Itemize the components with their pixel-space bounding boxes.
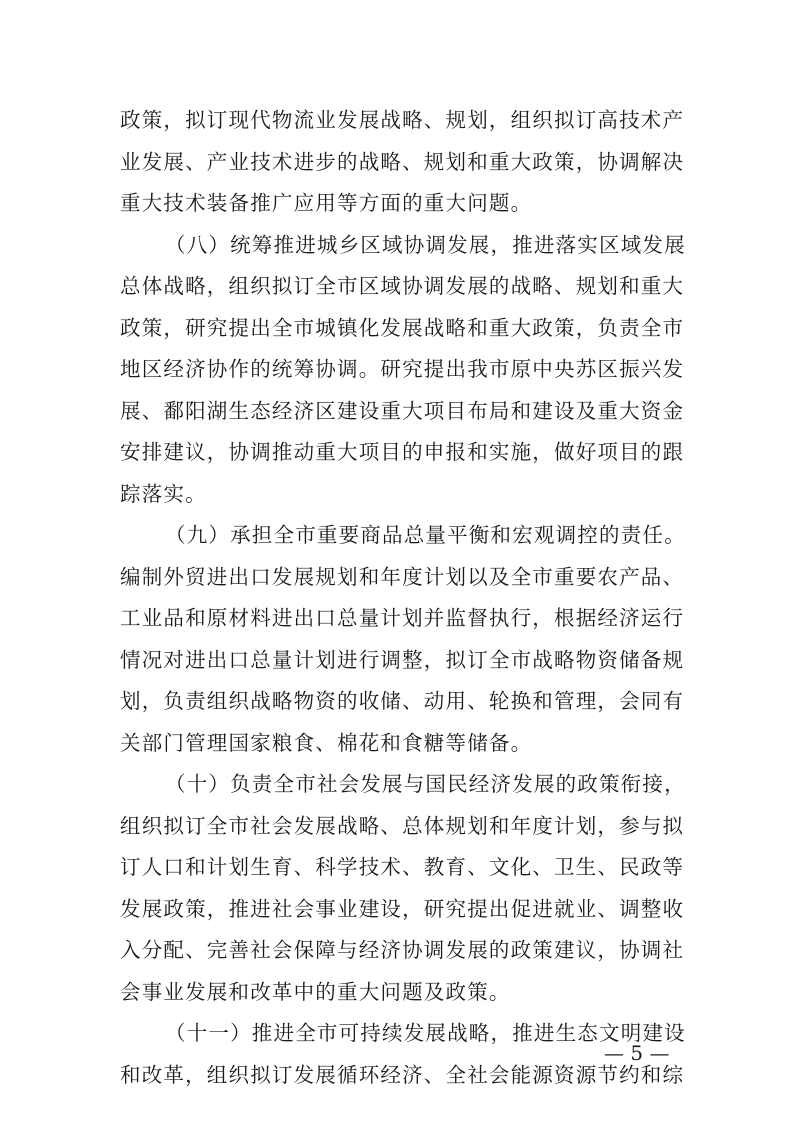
text-line: 发展政策，推进社会事业建设，研究提出促进就业、调整收 bbox=[120, 896, 685, 921]
text-line: 会事业发展和改革中的重大问题及政策。 bbox=[120, 979, 511, 1004]
document-body bbox=[120, 100, 686, 1096]
text-line: 编制外贸进出口发展规划和年度计划以及全市重要农产品、 bbox=[120, 564, 685, 589]
paragraph-start-8: （八）统筹推进城乡区域协调发展，推进落实区域发展 bbox=[165, 232, 686, 257]
text-line: 展、鄱阳湖生态经济区建设重大项目布局和建设及重大资金 bbox=[120, 398, 685, 423]
text-line: 业发展、产业技术进步的战略、规划和重大政策，协调解决 bbox=[120, 149, 685, 174]
paragraph-start-11: （十一）推进全市可持续发展战略，推进生态文明建设 bbox=[165, 1021, 686, 1045]
text-line: 入分配、完善社会保障与经济协调发展的政策建议，协调社 bbox=[120, 938, 685, 962]
text-line: 情况对进出口总量计划进行调整，拟订全市战略物资储备规 bbox=[120, 647, 685, 672]
text-line: 安排建议，协调推动重大项目的申报和实施，做好项目的跟 bbox=[120, 440, 685, 464]
text-line: 政策，拟订现代物流业发展战略、规划，组织拟订高技术产 bbox=[120, 108, 685, 132]
text-line: 地区经济协作的统筹协调。研究提出我市原中央苏区振兴发 bbox=[120, 357, 685, 381]
text-line: 划，负责组织战略物资的收储、动用、轮换和管理，会同有 bbox=[120, 689, 685, 713]
text-line: 工业品和原材料进出口总量计划并监督执行，根据经济运行 bbox=[120, 606, 685, 630]
paragraph-start-9: （九）承担全市重要商品总量平衡和宏观调控的责任。 bbox=[165, 523, 686, 547]
text-line: 重大技术装备推广应用等方面的重大问题。 bbox=[120, 191, 533, 215]
paragraph-start-10: （十）负责全市社会发展与国民经济发展的政策衔接， bbox=[165, 772, 686, 796]
text-line: 和改革，组织拟订发展循环经济、全社会能源资源节约和综 bbox=[120, 1062, 685, 1087]
text-line: 总体战略，组织拟订全市区域协调发展的战略、规划和重大 bbox=[120, 274, 685, 298]
text-line: 关部门管理国家粮食、棉花和食糖等储备。 bbox=[120, 730, 533, 755]
text-line: 订人口和计划生育、科学技术、教育、文化、卫生、民政等 bbox=[120, 855, 685, 879]
text-line: 组织拟订全市社会发展战略、总体规划和年度计划，参与拟 bbox=[120, 813, 685, 838]
page-number: — 5 — bbox=[604, 1041, 670, 1065]
text-line: 踪落实。 bbox=[120, 481, 207, 506]
text-line: 政策，研究提出全市城镇化发展战略和重大政策，负责全市 bbox=[120, 315, 685, 340]
